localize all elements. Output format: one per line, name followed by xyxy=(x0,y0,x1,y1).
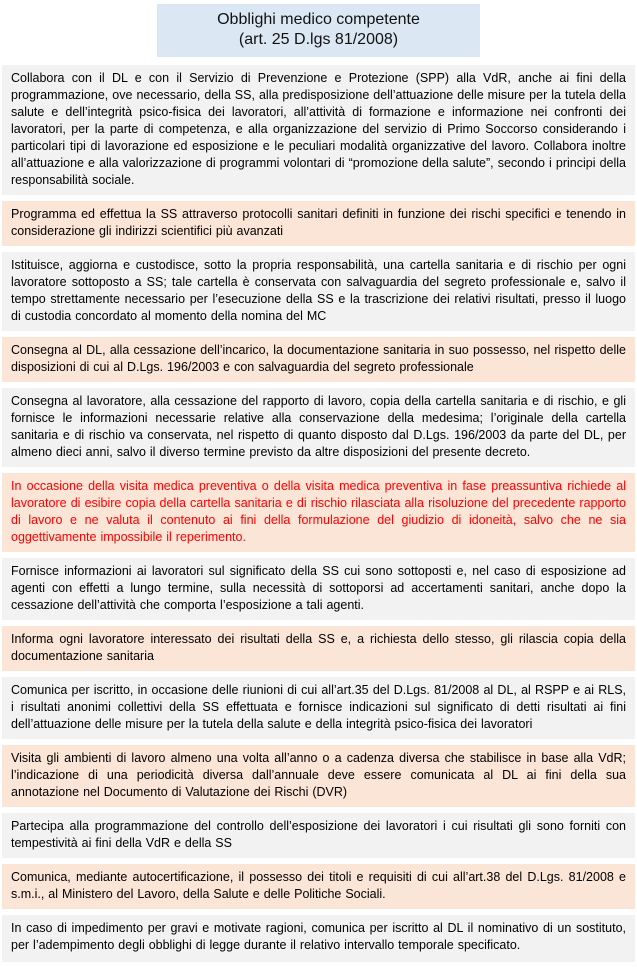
obligation-block: Fornisce informazioni ai lavoratori sul significato della SS cui sono sottoposti e, nel caso di esposizione ad agenti con effetti a lungo termine, sulla necessità di sottoporsi ad accertamenti sanitari, anche dopo la cessazione dell’attività che comporta l’esposizione a tali agenti. xyxy=(2,558,635,620)
obligation-block: Programma ed effettua la SS attraverso protocolli sanitari definiti in funzione dei rischi specifici e tenendo in considerazione gli indirizzi scientifici più avanzati xyxy=(2,201,635,246)
obligation-block: Consegna al DL, alla cessazione dell’incarico, la documentazione sanitaria in suo possesso, nel rispetto delle disposizioni di cui al D.Lgs. 196/2003 e con salvaguardia del segreto professionale xyxy=(2,337,635,382)
obligation-list xyxy=(0,65,637,962)
obligation-block: Istituisce, aggiorna e custodisce, sotto la propria responsabilità, una cartella sanitaria e di rischio per ogni lavoratore sottoposto a SS; tale cartella è conservata con salvaguardia del segreto professionale e, salvo il tempo strettamente necessario per l’esecuzione della SS e la trascrizione dei relativi risultati, presso il luogo di custodia concordato al momento della nomina del MC xyxy=(2,252,635,331)
obligation-block: Consegna al lavoratore, alla cessazione del rapporto di lavoro, copia della cartella sanitaria e di rischio, e gli fornisce le informazioni necessarie relative alla conservazione della medesima; l’originale della cartella sanitaria e di rischio va conservata, nel rispetto di quanto disposto dal D.Lgs. 196/2003 da parte del DL, per almeno dieci anni, salvo il diverso termine previsto da altre disposizioni del presente decreto. xyxy=(2,388,635,467)
obligation-block: Informa ogni lavoratore interessato dei risultati della SS e, a richiesta dello stesso, gli rilascia copia della documentazione sanitaria xyxy=(2,626,635,671)
obligation-block: Partecipa alla programmazione del controllo dell’esposizione dei lavoratori i cui risultati gli sono forniti con tempestività ai fini della VdR e della SS xyxy=(2,813,635,858)
obligation-block: In occasione della visita medica preventiva o della visita medica preventiva in fase preassuntiva richiede al lavoratore di esibire copia della cartella sanitaria e di rischio rilasciata alla risoluzione del precedente rapporto di lavoro e ne valuta il contenuto ai fini della formulazione del giudizio di idoneità, salvo che ne sia oggettivamente impossibile il reperimento. xyxy=(2,473,635,552)
page-title xyxy=(157,4,480,57)
obligation-block: Collabora con il DL e con il Servizio di Prevenzione e Protezione (SPP) alla VdR, anche ai fini della programmazione, ove necessario, della SS, alla predisposizione dell’attuazione delle misure per la tutela della salute e dell’integrità psico-fisica dei lavoratori, all’attività di formazione e informazione nei confronti dei lavoratori, per la parte di competenza, e alla organizzazione del servizio di Primo Soccorso considerando i particolari tipi di lavorazione ed esposizione e le peculiari modalità organizzative del lavoro. Collabora inoltre all’attuazione e alla valorizzazione di programmi volontari di “promozione della salute”, secondo i principi della responsabilità sociale. xyxy=(2,65,635,195)
obligation-block: Visita gli ambienti di lavoro almeno una volta all’anno o a cadenza diversa che stabilisce in base alla VdR; l’indicazione di una periodicità diversa dall’annuale deve essere comunicata al DL ai fini della sua annotazione nel Documento di Valutazione dei Rischi (DVR) xyxy=(2,745,635,807)
obligation-block: In caso di impedimento per gravi e motivate ragioni, comunica per iscritto al DL il nominativo di un sostituto, per l’adempimento degli obblighi di legge durante il relativo intervallo temporale specificato. xyxy=(2,915,635,962)
page-title-line-1: Obblighi medico competente xyxy=(217,11,420,28)
obligation-block: Comunica per iscritto, in occasione delle riunioni di cui all’art.35 del D.Lgs. 81/2008 al DL, al RSPP e ai RLS, i risultati anonimi collettivi della SS effettuata e fornisce indicazioni sul significato di detti risultati ai fini dell’attuazione delle misure per la tutela della salute e della integrità psico-fisica dei lavoratori xyxy=(2,677,635,739)
obligation-block: Comunica, mediante autocertificazione, il possesso dei titoli e requisiti di cui all’art.38 del D.Lgs. 81/2008 e s.m.i., al Ministero del Lavoro, della Salute e delle Politiche Sociali. xyxy=(2,864,635,909)
page-title-line-2: (art. 25 D.lgs 81/2008) xyxy=(238,31,399,48)
